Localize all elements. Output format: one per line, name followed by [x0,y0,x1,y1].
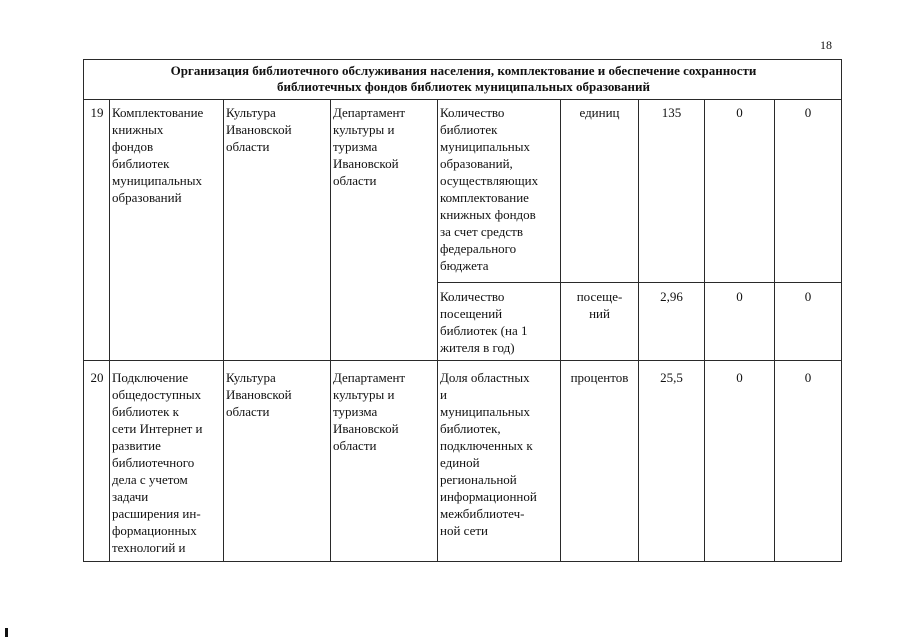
row-19-number: 19 [90,105,104,120]
section-title-line-1: Организация библиотечного обслуживания населения, комплектование и обеспечение сохранности [170,63,757,78]
section-title-line-2: библиотечных фондов библиотек муниципальных образований [276,79,651,94]
page-number: 18 [820,38,832,52]
scan-mark [5,628,8,637]
column-divider-8 [774,99,775,561]
row-20-indicator-1-value-3: 0 [804,370,812,385]
row-20-indicator-1-value-1: 25,5 [660,370,683,385]
section-title [84,63,843,95]
row-19-indicator-2-unit: посеще- ний [576,289,623,321]
column-divider-1 [109,99,110,561]
column-divider-7 [704,99,705,561]
row-divider [84,360,841,361]
column-divider-5 [560,99,561,561]
row-19-executor: Департамент культуры и туризма Ивановской области [333,105,406,188]
row-19-indicator-1-value-2: 0 [736,105,743,120]
row-20-executor: Департамент культуры и туризма Ивановской области [333,370,406,453]
row-19-indicator-2-name: Количество посещений библиотек (на 1 жителя в год) [440,289,528,355]
row-19-indicator-2-value-2: 0 [736,289,743,304]
row-20-indicator-1-name: Доля областных и муниципальных библиотек, подключенных к единой региональной информационной межбиблиотеч- ной сети [440,370,537,538]
row-19-event: Комплектование книжных фондов библиотек муниципальных образований [112,105,204,205]
row-19-indicator-1-unit: единиц [579,105,620,120]
column-divider-4 [437,99,438,561]
indicator-divider [437,282,841,283]
row-19-indicator-2-value-1: 2,96 [660,289,683,304]
row-20-event: Подключение общедоступных библиотек к сети Интернет и развитие библиотечного дела с учетом задачи расширения ин- формационных технологий и [112,370,203,555]
row-20-indicator-1-unit: процентов [570,370,629,385]
row-19-indicator-2-value-3: 0 [804,289,812,304]
row-19-indicator-1-name: Количество библиотек муниципальных образований, осуществляющих комплектование книжных фондов за счет средств федерального бюджета [440,105,539,273]
row-20-number: 20 [90,370,104,385]
column-divider-6 [638,99,639,561]
row-20-program: Культура Ивановской области [226,370,292,419]
program-table [83,59,842,562]
row-19-program: Культура Ивановской области [226,105,292,154]
row-19-indicator-1-value-3: 0 [804,105,812,120]
column-divider-3 [330,99,331,561]
row-20-indicator-1-value-2: 0 [736,370,743,385]
row-19-indicator-1-value-1: 135 [661,105,682,120]
column-divider-2 [223,99,224,561]
title-divider [84,99,841,100]
